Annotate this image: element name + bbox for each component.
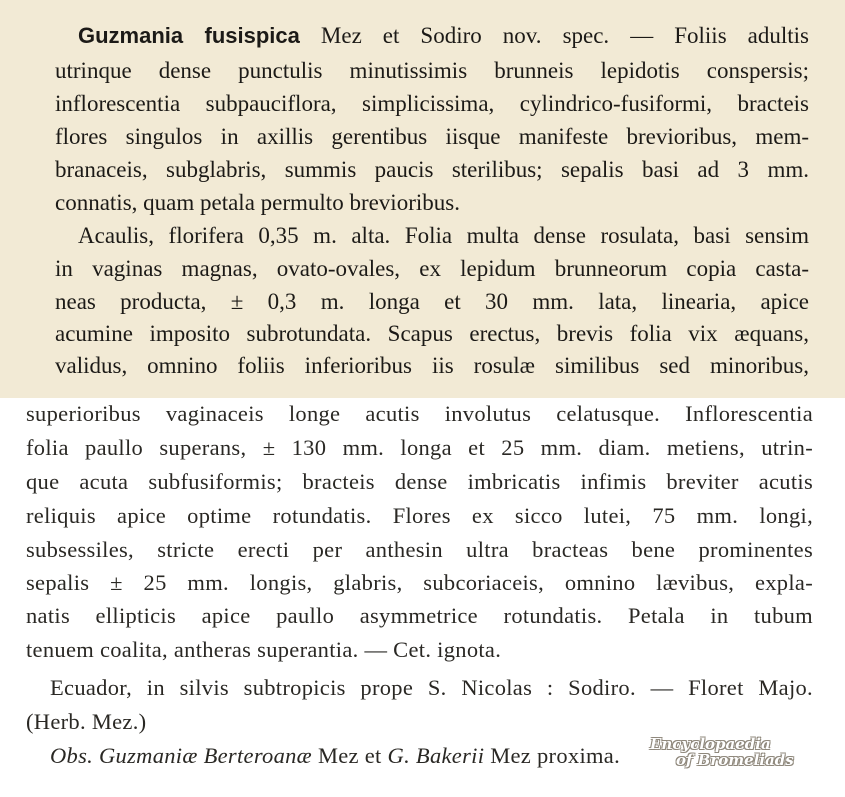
text-line: inflorescentia subpauciflora, simplicissima, cylindrico-fusiformi, bracteis (55, 91, 809, 116)
species-name: Guzmania fusispica (78, 23, 300, 48)
text-line: in vaginas magnas, ovato-ovales, ex lepidum brunneorum copia casta- (55, 256, 809, 281)
text-line: superioribus vaginaceis longe acutis involutus celatusque. Inflorescentia (26, 401, 813, 426)
text-line: Ecuador, in silvis subtropicis prope S. Nicolas : Sodiro. — Floret Majo. (50, 675, 813, 700)
text-line: connatis, quam petala permulto brevioribus. (55, 190, 460, 215)
text-line: (Herb. Mez.) (26, 709, 147, 734)
species-authority: Mez et Sodiro nov. spec. — Foliis adultis (320, 23, 809, 48)
obs-species: G. Bakerii (387, 743, 485, 768)
text-line: neas producta, ± 0,3 m. longa et 30 mm. lata, linearia, apice (55, 289, 809, 314)
obs-line (50, 740, 750, 772)
obs-label: Obs. Guzmaniæ Berteroanæ (50, 743, 312, 768)
text-line: validus, omnino foliis inferioribus iis rosulæ similibus sed minoribus, (55, 353, 809, 378)
text-line: utrinque dense punctulis minutissimis brunneis lepidotis conspersis; (55, 58, 809, 83)
text-line (78, 20, 809, 52)
scan-top-block (0, 0, 845, 398)
watermark-line-1: Encyclopaedia (650, 735, 771, 753)
text-line: reliquis apice optime rotundatis. Flores ex sicco lutei, 75 mm. longi, (26, 503, 813, 528)
text-line: subsessiles, stricte erecti per anthesin ultra bracteas bene prominentes (26, 537, 813, 562)
text-line: tenuem coalita, antheras superantia. — Cet. ignota. (26, 637, 502, 662)
text-line: que acuta subfusiformis; bracteis dense imbricatis infimis breviter acutis (26, 469, 813, 494)
obs-text-end: Mez proxima. (490, 743, 621, 768)
text-line: natis ellipticis apice paullo asymmetrice rotundatis. Petala in tubum (26, 603, 813, 628)
watermark-line-2: of Bromeliads (676, 751, 794, 769)
text-line: flores singulos in axillis gerentibus iisque manifeste brevioribus, mem- (55, 124, 809, 149)
obs-text: Mez et (317, 743, 382, 768)
text-line: branaceis, subglabris, summis paucis sterilibus; sepalis basi ad 3 mm. (55, 157, 809, 182)
text-line: acumine imposito subrotundata. Scapus erectus, brevis folia vix æquans, (55, 321, 809, 346)
text-line: folia paullo superans, ± 130 mm. longa et 25 mm. diam. metiens, utrin- (26, 435, 813, 460)
text-line: Acaulis, florifera 0,35 m. alta. Folia multa dense rosulata, basi sensim (78, 223, 809, 248)
scan-bottom-block (0, 398, 845, 797)
text-line: sepalis ± 25 mm. longis, glabris, subcoriaceis, omnino lævibus, expla- (26, 570, 813, 595)
